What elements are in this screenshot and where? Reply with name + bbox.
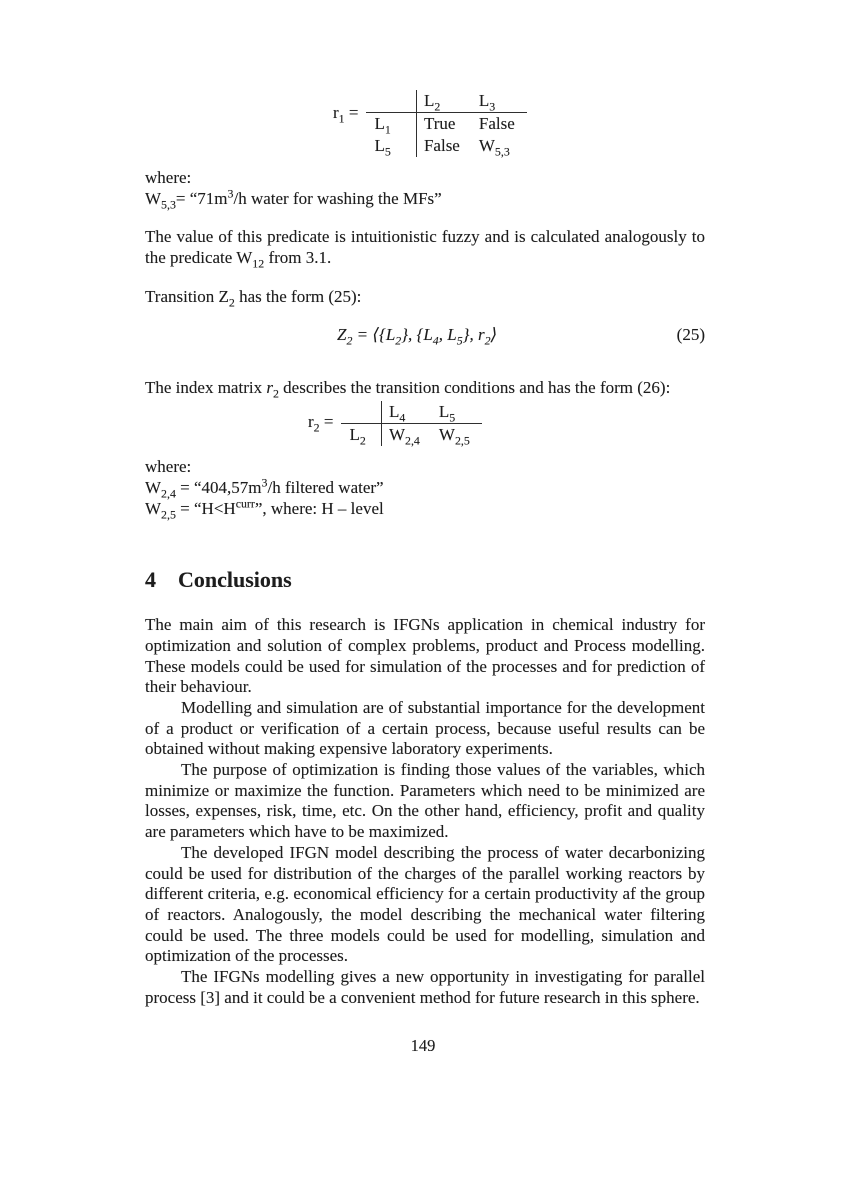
text-column [145, 0, 705, 1008]
where-label-2: where: [145, 457, 192, 477]
matrix-r1-cell: False [478, 114, 515, 133]
matrix-r1-label: $r_1$ = [333, 103, 359, 126]
conclusions-paragraph-1: The main aim of this research is IFGNs application in chemical industry for optimization and solution of complex problems, product and Process modelling. These models could be used for simulation of the processes and for prediction of their behaviour. [145, 615, 705, 697]
section-title: Conclusions [178, 567, 292, 593]
matrix-r2-label: $r_2$ = [308, 412, 334, 435]
where-label-1: where: [145, 168, 192, 187]
matrix-r2-corner-cell [341, 401, 381, 424]
equation-25-number: (25) [676, 325, 705, 345]
equation-25-expression: $Z_2$ = $⟨\{L_2\}$, {$L_4$, $L_5$}, $r_2⟩$ [337, 325, 498, 348]
transition-line: Transition $Z_2$ has the form (25): [145, 287, 362, 310]
w53-definition: $W_{5,3}=$ “$71m^3/h$ water for washing the MFs” [145, 186, 442, 212]
matrix-r1-row-label-2: $L_5$ [374, 136, 391, 159]
matrix-r1-col-header-2: $L_3$ [472, 90, 527, 113]
section-heading-conclusions [145, 567, 705, 593]
w24-definition: $W_{2,4}$ = “$404,57m^3/h$ filtered water” [145, 475, 384, 501]
matrix-r1-table [366, 90, 526, 157]
conclusions-paragraph-2: Modelling and simulation are of substantial importance for the development of a product or verification of a certain process, because useful results can be obtained without making expensive laboratory experiments. [145, 697, 705, 759]
matrix-r2-col-header-2: $L_5$ [432, 401, 482, 424]
matrix-r1-cell: False [416, 135, 471, 157]
matrix-r2-cell: $W_{2,5}$ [438, 425, 470, 448]
equation-25 [145, 324, 705, 346]
conclusions-paragraph-5: The IFGNs modelling gives a new opportunity in investigating for parallel process [3] and it could be a convenient method for future research in this sphere. [145, 967, 705, 1007]
index-matrix-r2 [308, 401, 705, 446]
matrix-r2-table [341, 401, 481, 446]
matrix-r2-cell: $W_{2,4}$ [381, 424, 431, 447]
conclusions-paragraph-3: The purpose of optimization is finding those values of the variables, which minimize or maximize the function. Parameters which need to be minimized are losses, expenses, risk, time, etc. On the other hand, efficiency, profit and quality are parameters which have to be maximized. [145, 760, 705, 842]
conclusions-paragraph-4: The developed IFGN model describing the process of water decarbonizing could be used for distribution of the charges of the parallel working reactors by different criteria, e.g. economical efficiency for a certain productivity af the group of reactors. Analogously, the model describing the mechanical water filtering could be used. The three models could be used for modelling, simulation and optimization of the processes. [145, 842, 705, 966]
index-matrix-r1 [333, 90, 705, 157]
page-number: 149 [410, 1036, 436, 1055]
index-matrix-intro-line: The index matrix $r_2$ describes the transition conditions and has the form (26): [145, 378, 671, 401]
matrix-r1-cell: $W_{5,3}$ [478, 136, 510, 159]
w25-definition: $W_{2,5}$ = “$H<H^{curr}$”, where: H – level [145, 496, 384, 522]
matrix-r1-cell: True [416, 113, 471, 136]
matrix-r1-col-header-1: $L_2$ [416, 90, 471, 113]
matrix-r1-row-label-1: $L_1$ [374, 114, 391, 137]
predicate-paragraph: The value of this predicate is intuitionistic fuzzy and is calculated analogously to the predicate $W_{12}$ from 3.1. [145, 227, 705, 271]
matrix-r2-row-label-1: $L_2$ [349, 425, 366, 448]
section-number: 4 [145, 567, 156, 593]
matrix-r1-corner-cell [366, 90, 416, 113]
matrix-r2-col-header-1: $L_4$ [381, 401, 431, 424]
